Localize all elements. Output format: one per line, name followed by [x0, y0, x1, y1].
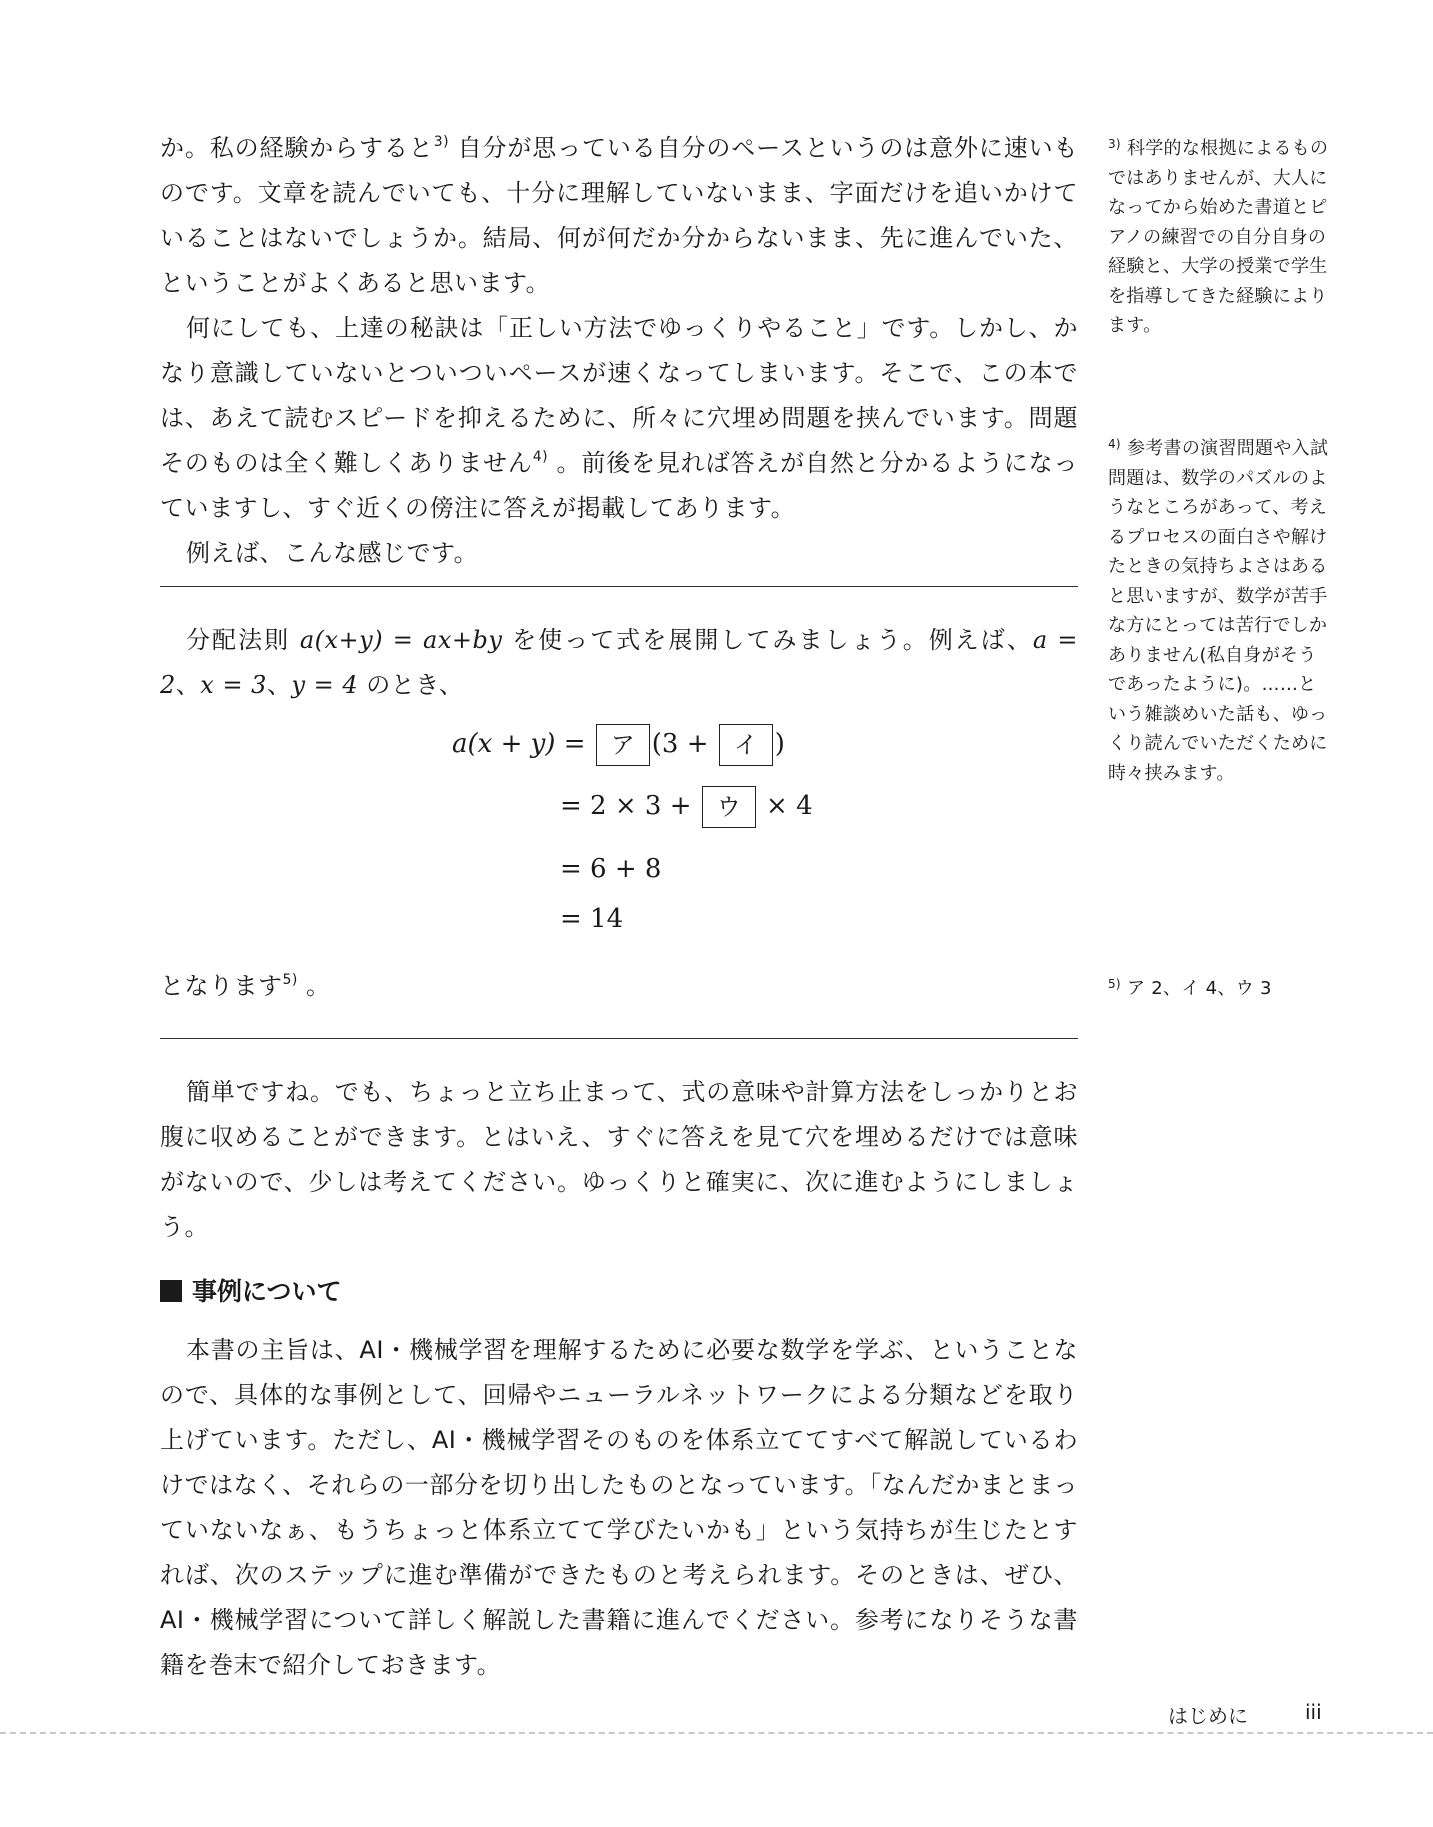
blank-u-box[interactable]: ウ [702, 786, 756, 828]
page-number: iii [1305, 1700, 1322, 1724]
example-outro-a: となります [160, 972, 283, 1000]
footnote-ref-5[interactable]: 5) [282, 972, 298, 988]
condition-y: y = 4 [291, 671, 359, 699]
sidenote-4 [1108, 434, 1330, 788]
equation-2-a: = 2 × 3 + [560, 791, 692, 821]
footnote-ref-4[interactable]: 4) [532, 449, 549, 465]
separator-1: 、 [175, 671, 201, 699]
paragraph-1 [160, 126, 1078, 306]
paragraph-3: 例えば、こんな感じです。 [186, 539, 479, 567]
body-text-middle [160, 1070, 1078, 1250]
sidenote-5-mark: 5) [1108, 977, 1121, 991]
equation-lhs: a(x + y) = [452, 729, 586, 759]
running-footer-section: はじめに [1168, 1704, 1248, 1728]
example-top-rule [160, 586, 1078, 587]
footnote-ref-3[interactable]: 3) [433, 134, 450, 150]
sidenote-5-text: ア 2、イ 4、ウ 3 [1120, 978, 1272, 999]
paragraph-4: 簡単ですね。でも、ちょっと立ち止まって、式の意味や計算方法をしっかりとお腹に収めることができます。とはいえ、すぐに答えを見て穴を埋めるだけでは意味がないので、少しは考えてください。ゆっくりと確実に、次に進むようにしましょう。 [160, 1078, 1078, 1241]
example-intro-a: 分配法則 [186, 626, 300, 654]
distributive-law: a(x+y) = ax+by [299, 626, 503, 654]
paragraph-2-rest: 。前後を見れば答えが自然と分かるようになっていますし、すぐ近くの傍注に答えが掲載してあります。 [160, 449, 1078, 522]
square-bullet-icon [160, 1280, 182, 1302]
example-intro-b: を使って式を展開してみましょう。例えば、 [502, 626, 1033, 654]
example-outro-text [160, 964, 1078, 1009]
example-outro [160, 964, 1078, 1009]
sidenote-3-mark: 3) [1108, 137, 1121, 151]
paragraph-5: 本書の主旨は、AI・機械学習を理解するために必要な数学を学ぶ、ということなので、具体的な事例として、回帰やニューラルネットワークによる分類などを取り上げています。ただし、AI・機械学習そのものを体系立ててすべて解説しているわけではなく、それらの一部分を切り出したものとなっています。「なんだかまとまっていないなぁ、もうちょっと体系立てて学びたいかも」という気持ちが生じたとすれば、次のステップに進む準備ができたものと考えられます。そのときは、ぜひ、AI・機械学習について詳しく解説した書籍に進んでください。参考になりそうな書籍を巻末で紹介しておきます。 [160, 1336, 1078, 1679]
example-bottom-rule [160, 1038, 1078, 1039]
paragraph-2 [160, 306, 1078, 531]
sidenote-5 [1108, 974, 1330, 1004]
sidenote-4-mark: 4) [1108, 437, 1121, 451]
equation-line-4: = 14 [560, 904, 624, 934]
blank-i-box[interactable]: イ [719, 724, 773, 766]
condition-tail: のとき、 [358, 671, 464, 699]
sidenote-3 [1108, 134, 1330, 341]
equation-1-end: ) [774, 729, 785, 759]
sidenote-3-text: 科学的な根拠によるものではありませんが、大人になってから始めた書道とピアノの練習での自分自身の経験と、大学の授業で学生を指導してきた経験によります。 [1108, 138, 1329, 336]
section-heading-text: 事例について [192, 1277, 342, 1306]
page-edge-divider [0, 1732, 1433, 1734]
condition-x: x = 3 [200, 671, 267, 699]
equation-line-3: = 6 + 8 [560, 854, 662, 884]
blank-a-box[interactable]: ア [596, 724, 650, 766]
equation-line-2 [560, 786, 813, 828]
section-heading [160, 1272, 342, 1308]
body-text-bottom [160, 1328, 1078, 1688]
paragraph-1-text: か。私の経験からすると [160, 134, 434, 162]
example-intro [160, 618, 1078, 708]
example-outro-tail: 。 [297, 972, 331, 1000]
equation-2-b: × 4 [766, 791, 813, 821]
sidenote-4-text: 参考書の演習問題や入試問題は、数学のパズルのようなところがあって、考えるプロセスの面白さや解けたときの気持ちよさはあると思いますが、数学が苦手な方にとっては苦行でしかありません(私自身がそうであったように)。……という雑談めいた話も、ゆっくり読んでいただくために時々挟みます。 [1108, 438, 1329, 784]
separator-2: 、 [266, 671, 292, 699]
paragraph-2-text: 何にしても、上達の秘訣は「正しい方法でゆっくりやること」です。しかし、かなり意識していないとついついペースが速くなってしまいます。そこで、この本では、あえて読むスピードを抑えるために、所々に穴埋め問題を挟んでいます。問題そのものは全く難しくありません [160, 314, 1078, 477]
paragraph-1-rest: 自分が思っている自分のペースというのは意外に速いものです。文章を読んでいても、十分に理解していないまま、字面だけを追いかけていることはないでしょうか。結局、何が何だか分からないまま、先に進んでいた、ということがよくあると思います。 [160, 134, 1078, 297]
example-intro-text [160, 618, 1078, 708]
equation-line-1 [452, 724, 785, 766]
condition-a: a = 2 [160, 626, 1078, 699]
body-text-top [160, 126, 1078, 576]
equation-1-mid: (3 + [651, 729, 709, 759]
